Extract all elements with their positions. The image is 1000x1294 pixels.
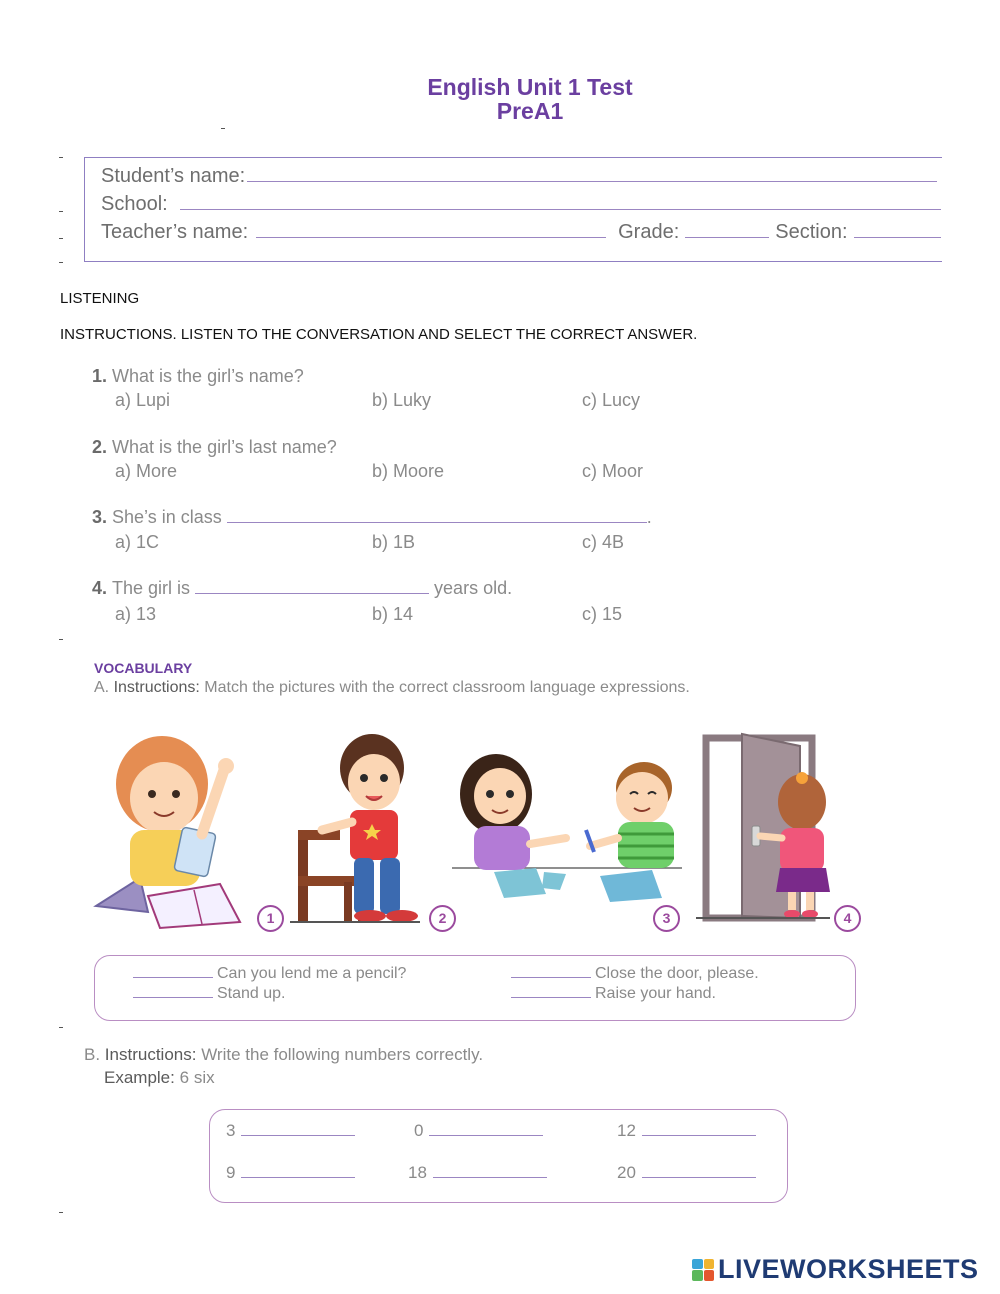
q4-option-c[interactable]: c) 15 [582,604,623,624]
q2-option-c[interactable]: c) Moor [582,461,644,481]
student-info-box [84,157,942,262]
question-text: The girl is [112,578,191,598]
q4-answer-line[interactable] [195,593,429,594]
q1-option-b[interactable]: b) Luky [372,390,432,410]
question-number: 3. [92,507,108,527]
logo-icon [692,1259,714,1281]
number-item [617,1163,756,1183]
b-label: Instructions: [104,1045,197,1064]
q3-option-b[interactable]: b) 1B [372,532,416,552]
a-label: Instructions: [113,679,200,696]
picture-number-2: 2 [429,905,456,932]
example-number: 6 [179,1068,190,1087]
margin-mark [59,262,63,263]
vocabulary-b-instructions [84,1045,483,1065]
expression-text: Can you lend me a pencil? [217,965,407,982]
expression-text: Raise your hand. [595,985,716,1002]
margin-mark [59,157,63,158]
logo-text: LIVEWORKSHEETS [718,1254,979,1284]
picture-number-3: 3 [653,905,680,932]
margin-mark [59,639,63,640]
picture-number-1: 1 [257,905,284,932]
teacher-name-label: Teacher’s name: [101,221,249,243]
number-answer-line[interactable] [642,1135,756,1136]
teacher-name-field[interactable] [256,237,606,238]
number-answer-line[interactable] [642,1177,756,1178]
match-item [511,985,716,1003]
student-name-label: Student’s name: [101,165,246,187]
student-name-field[interactable] [247,181,937,182]
match-item [133,985,286,1003]
q4-option-a[interactable]: a) 13 [115,604,157,624]
q1-option-c[interactable]: c) Lucy [582,390,641,410]
margin-mark [59,211,63,212]
section-field[interactable] [854,237,941,238]
margin-mark [59,1027,63,1028]
numbers-box [209,1109,788,1203]
girl-closing-door-picture [706,734,830,918]
number-value: 20 [617,1163,636,1182]
match-item [511,965,759,983]
liveworksheets-logo[interactable] [692,1254,979,1285]
number-answer-line[interactable] [429,1135,543,1136]
match-answer-line[interactable] [133,997,213,998]
a-text: Match the pictures with the correct classroom language expressions. [204,679,690,696]
number-answer-line[interactable] [241,1177,355,1178]
q3-answer-line[interactable] [227,522,647,523]
number-value: 12 [617,1121,636,1140]
number-value: 9 [226,1163,236,1182]
number-item [617,1121,756,1141]
question-2 [92,437,337,458]
question-1 [92,366,304,387]
number-value: 18 [408,1163,427,1182]
q4-suffix: years old. [434,578,513,598]
question-number: 2. [92,437,108,457]
q3-option-c[interactable]: c) 4B [582,532,625,552]
listening-instructions: INSTRUCTIONS. LISTEN TO THE CONVERSATION AND SELECT THE CORRECT ANSWER. [60,326,698,343]
boy-standing-up-picture [298,734,418,922]
classroom-illustration [90,726,870,936]
page-title: English Unit 1 Test [427,74,633,100]
school-field[interactable] [180,209,941,210]
number-value: 0 [414,1121,424,1140]
expression-text: Close the door, please. [595,965,759,982]
b-prefix: B. [84,1045,101,1064]
number-answer-line[interactable] [433,1177,547,1178]
listening-heading: LISTENING [60,290,140,307]
picture-number-4: 4 [834,905,861,932]
q2-option-b[interactable]: b) Moore [372,461,445,481]
grade-field[interactable] [685,237,769,238]
number-item [226,1121,355,1141]
teacher-row [101,221,941,244]
expression-text: Stand up. [217,985,286,1002]
question-text: She’s in class [112,507,222,527]
student-name-row [101,165,937,188]
q2-option-a[interactable]: a) More [115,461,178,481]
margin-mark [59,1212,63,1213]
example-word: six [193,1068,215,1087]
number-item [414,1121,543,1141]
page-subtitle: PreA1 [496,98,564,124]
b-text: Write the following numbers correctly. [201,1045,484,1064]
q3-suffix: . [646,507,652,527]
question-text: What is the girl’s name? [112,366,304,386]
girl-raising-hand-picture [96,736,240,928]
example-line [104,1068,215,1088]
match-answer-line[interactable] [133,977,213,978]
number-answer-line[interactable] [241,1135,355,1136]
school-label: School: [101,193,168,215]
q1-option-a[interactable]: a) Lupi [115,390,171,410]
q4-option-b[interactable]: b) 14 [372,604,414,624]
question-4 [92,578,512,599]
match-answer-line[interactable] [511,977,591,978]
section-label: Section: [775,221,848,243]
number-item [226,1163,355,1183]
number-item [408,1163,547,1183]
number-value: 3 [226,1121,236,1140]
kids-lending-pencil-picture [452,754,682,902]
match-item [133,965,406,983]
margin-mark [221,128,225,129]
school-row [101,193,941,216]
question-3 [92,507,652,528]
vocabulary-a-instructions [94,679,690,697]
matching-box [94,955,856,1021]
grade-label: Grade: [618,221,680,243]
vocabulary-heading: VOCABULARY [94,660,193,676]
a-prefix: A. [94,679,110,696]
question-number: 1. [92,366,108,386]
q3-option-a[interactable]: a) 1C [115,532,160,552]
question-number: 4. [92,578,108,598]
margin-mark [59,238,63,239]
match-answer-line[interactable] [511,997,591,998]
question-text: What is the girl’s last name? [112,437,337,457]
example-label: Example: [104,1068,175,1087]
